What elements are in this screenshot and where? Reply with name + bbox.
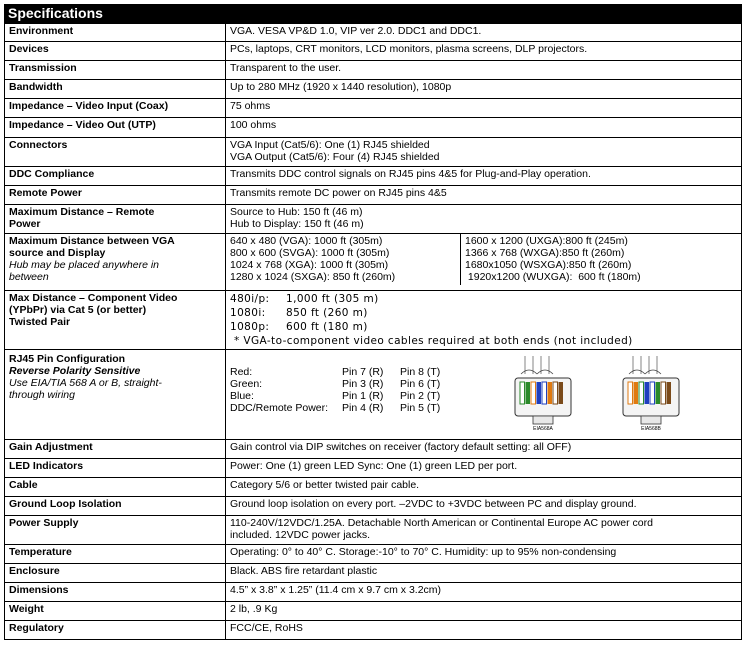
component-mode: 1080i: [230,307,266,319]
row-value: Transparent to the user. [226,61,742,80]
component-distance: 1,000 ft (305 m) [286,293,379,305]
row-value: 100 ohms [226,118,742,138]
row-value: Gain control via DIP switches on receiver (factory default setting: all OFF) [226,440,742,459]
rj45-wiring-diagram [511,352,731,432]
pin-ring: Pin 4 (R) [342,402,384,414]
row-value [226,516,742,545]
table-row [5,24,742,42]
pin-signal: DDC/Remote Power: [230,402,329,414]
row-value: Up to 280 MHz (1920 x 1440 resolution), 1080p [226,80,742,99]
row-label: Connectors [5,138,226,167]
row-value: Category 5/6 or better twisted pair cable. [226,478,742,497]
row-label: Environment [5,24,226,42]
row-value: Transmits remote DC power on RJ45 pins 4&5 [226,186,742,205]
resolution-line: 1600 x 1200 (UXGA):800 ft (245m) [465,235,628,247]
diagram-caption: EIA568B [641,426,661,432]
label-line: Maximum Distance – Remote [9,206,155,218]
pin-tip: Pin 6 (T) [400,378,441,390]
power-line: included. 12VDC power jacks. [230,529,371,541]
diagram-caption: EIA568A [533,426,553,432]
label-line: RJ45 Pin Configuration [9,353,126,365]
row-label: Bandwidth [5,80,226,99]
table-row [5,516,742,545]
table-row [5,80,742,99]
row-value: Power: One (1) green LED Sync: One (1) green LED per port. [226,459,742,478]
row-value: 75 ohms [226,99,742,118]
connector-line: VGA Output (Cat5/6): Four (4) RJ45 shielded [230,151,440,163]
row-label: LED Indicators [5,459,226,478]
row-value: FCC/CE, RoHS [226,621,742,640]
resolution-line: 1920x1200 (WUXGA): 600 ft (180m) [465,271,641,283]
pin-tip: Pin 8 (T) [400,366,441,378]
connector-line: VGA Input (Cat5/6): One (1) RJ45 shielded [230,139,430,151]
resolution-line: 1680x1050 (WSXGA):850 ft (260m) [465,259,632,271]
component-distance: 600 ft (180 m) [286,321,368,333]
row-label: Devices [5,42,226,61]
row-label: Remote Power [5,186,226,205]
row-value [226,138,742,167]
label-line: Twisted Pair [9,316,71,328]
component-mode: 480i/p: [230,293,270,305]
table-row [5,440,742,459]
resolution-line: 800 x 600 (SVGA): 1000 ft (305m) [230,247,390,259]
label-line: Reverse Polarity Sensitive [9,365,141,377]
row-label: Power Supply [5,516,226,545]
row-label: Transmission [5,61,226,80]
row-label: Cable [5,478,226,497]
table-row [5,545,742,564]
table-row [5,99,742,118]
table-row [5,234,742,291]
power-line: 110-240V/12VDC/1.25A. Detachable North American or Continental Europe AC power cord [230,517,653,529]
row-label [5,234,226,291]
table-row [5,497,742,516]
label-note: between [9,271,49,283]
component-mode: 1080p: [230,321,270,333]
row-value [226,291,742,350]
table-row [5,61,742,80]
row-value [226,205,742,234]
resolution-line: 1024 x 768 (XGA): 1000 ft (305m) [230,259,389,271]
component-line [230,307,737,321]
label-line: Maximum Distance between VGA [9,235,175,247]
row-label: Regulatory [5,621,226,640]
label-line: Power [9,218,41,230]
pin-tip: Pin 5 (T) [400,402,441,414]
specifications-title: Specifications [4,4,742,23]
table-row [5,478,742,497]
label-note: through wiring [9,389,75,401]
label-note: Hub may be placed anywhere in [9,259,160,271]
table-row [5,138,742,167]
table-row [5,583,742,602]
pin-ring: Pin 7 (R) [342,366,384,378]
table-row [5,42,742,61]
row-label: Impedance – Video Out (UTP) [5,118,226,138]
row-label: Ground Loop Isolation [5,497,226,516]
pin-ring: Pin 3 (R) [342,378,384,390]
rj45-diagrams [511,352,731,435]
table-row [5,350,742,440]
row-value: Ground loop isolation on every port. –2VDC to +3VDC between PC and display ground. [226,497,742,516]
label-line: (YPbPr) via Cat 5 (or better) [9,304,147,316]
rj45-568a-diagram [515,356,571,432]
resolution-line: 640 x 480 (VGA): 1000 ft (305m) [230,235,383,247]
component-distance: 850 ft (260 m) [286,307,368,319]
row-value: VGA. VESA VP&D 1.0, VIP ver 2.0. DDC1 and DDC1. [226,24,742,42]
row-label: Temperature [5,545,226,564]
pin-signal: Blue: [230,390,254,402]
row-label [5,291,226,350]
rj45-568b-diagram [623,356,679,432]
component-line [230,321,737,335]
resolution-column-2 [461,234,645,285]
row-value: 4.5” x 3.8” x 1.25” (11.4 cm x 9.7 cm x 3.2cm) [226,583,742,602]
spec-table [4,23,742,640]
resolution-line: 1366 x 768 (WXGA):850 ft (260m) [465,247,625,259]
distance-line: Source to Hub: 150 ft (46 m) [230,206,363,218]
pin-signal: Red: [230,366,253,378]
row-value: 2 lb, .9 Kg [226,602,742,621]
label-note: Use EIA/TIA 568 A or B, straight- [9,377,162,389]
specifications-sheet [4,4,742,640]
table-row [5,167,742,186]
component-line [230,293,737,307]
table-row [5,564,742,583]
row-value: PCs, laptops, CRT monitors, LCD monitors, plasma screens, DLP projectors. [226,42,742,61]
pin-ring: Pin 1 (R) [342,390,384,402]
row-label: Impedance – Video Input (Coax) [5,99,226,118]
row-label: DDC Compliance [5,167,226,186]
table-row [5,118,742,138]
pin-tip: Pin 2 (T) [400,390,441,402]
pin-signal: Green: [230,378,263,390]
label-line: source and Display [9,247,106,259]
table-row [5,621,742,640]
row-value: Transmits DDC control signals on RJ45 pins 4&5 for Plug-and-Play operation. [226,167,742,186]
resolution-line: 1280 x 1024 (SXGA): 850 ft (260m) [230,271,396,283]
component-note: * VGA-to-component video cables required at both ends (not included) [234,335,633,347]
table-row [5,205,742,234]
row-label: Gain Adjustment [5,440,226,459]
row-value [226,234,742,291]
row-label: Enclosure [5,564,226,583]
row-label: Weight [5,602,226,621]
row-label [5,350,226,440]
table-row [5,291,742,350]
label-line: Max Distance – Component Video [9,292,178,304]
resolution-column-1 [226,234,461,285]
row-label: Dimensions [5,583,226,602]
table-row [5,459,742,478]
row-value: Operating: 0° to 40° C. Storage:-10° to 70° C. Humidity: up to 95% non-condensing [226,545,742,564]
row-label [5,205,226,234]
distance-line: Hub to Display: 150 ft (46 m) [230,218,364,230]
row-value [226,350,742,440]
table-row [5,602,742,621]
row-value: Black. ABS fire retardant plastic [226,564,742,583]
table-row [5,186,742,205]
